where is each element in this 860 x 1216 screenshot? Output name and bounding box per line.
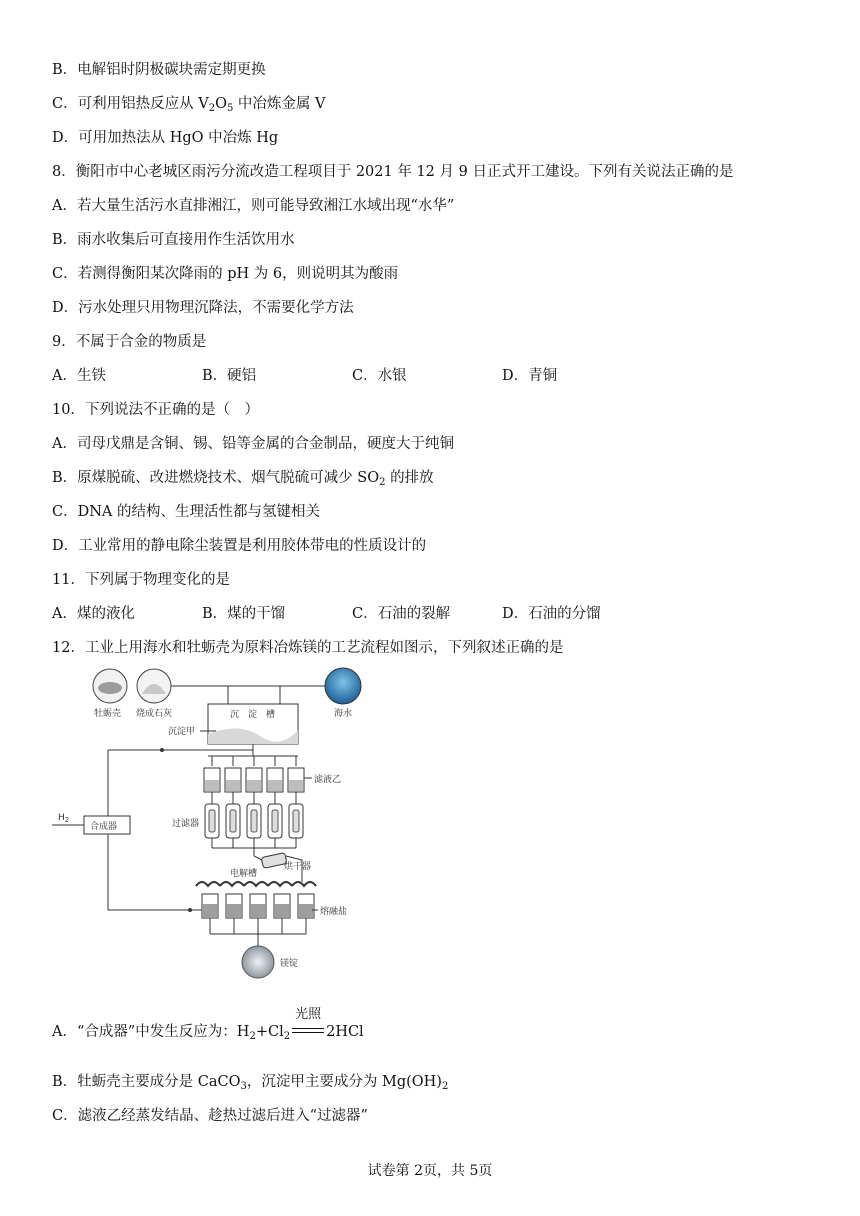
q8-stem: 8．衡阳市中心老城区雨污分流改造工程项目于 2021 年 12 月 9 日正式开工建设。下列有关说法正确的是 <box>52 164 734 180</box>
q12-b-sub1: 3 <box>240 1081 247 1092</box>
q12-a-mid: +Cl <box>255 1024 284 1040</box>
q12-stem: 12．工业上用海水和牡蛎壳为原料冶炼镁的工艺流程如图示，下列叙述正确的是 <box>52 640 564 656</box>
h2-label <box>58 813 69 824</box>
precipitate-label: 沉淀甲 <box>168 727 196 737</box>
q12-option-b <box>52 1072 448 1092</box>
q9-option-d: D．青铜 <box>502 368 558 384</box>
q7-c-sub1: 2 <box>208 103 216 114</box>
q10-stem: 10．下列说法不正确的是（ ） <box>52 402 259 418</box>
q7-c-text: C．可利用铝热反应从 V <box>52 96 209 112</box>
q7-option-b: B．电解铝时阴极碳块需定期更换 <box>52 62 266 78</box>
oyster-shell-shape <box>98 682 122 694</box>
q12-option-a <box>52 1007 364 1042</box>
h2-symbol: H <box>58 813 65 823</box>
electrolyzer-label: 电解槽 <box>230 869 258 879</box>
magnesium-ingot-image <box>242 946 274 978</box>
q11-option-d: D．石油的分馏 <box>502 606 601 622</box>
q9-option-a: A．生铁 <box>52 368 106 384</box>
synthesizer-label: 合成器 <box>90 822 118 832</box>
process-flow-svg <box>50 664 390 986</box>
q11-option-c: C．石油的裂解 <box>352 606 451 622</box>
q12-option-c: C．滤液乙经蒸发结晶、趁热过滤后进入“过滤器” <box>52 1108 368 1124</box>
q9-option-b: B．硬铝 <box>202 368 257 384</box>
dryer-label: 烘干器 <box>284 862 312 872</box>
seawater-image <box>325 668 361 704</box>
q8-option-c: C．若测得衡阳某次降雨的 pH 为 6，则说明其为酸雨 <box>52 266 399 282</box>
dryer-feed-bend <box>254 856 262 860</box>
reaction-condition <box>292 1007 324 1039</box>
q11-option-a: A．煤的液化 <box>52 606 135 622</box>
q7-c-sub2: 5 <box>226 103 234 114</box>
h2-subscript: 2 <box>64 816 70 824</box>
q7-c-mid: O <box>215 96 227 112</box>
top-arrow-dot <box>160 748 164 752</box>
filter-label: 过滤器 <box>172 819 200 829</box>
q8-option-d: D．污水处理只用物理沉降法，不需要化学方法 <box>52 300 354 316</box>
reaction-condition-label: 光照 <box>295 1007 322 1022</box>
page-footer: 试卷第 2页，共 5页 <box>367 1163 493 1179</box>
q11-stem: 11．下列属于物理变化的是 <box>52 572 230 588</box>
q10-option-b <box>52 468 434 488</box>
molten-salt-label: 熔融盐 <box>320 907 348 917</box>
q12-a-text: A．“合成器”中发生反应为：H <box>52 1024 250 1040</box>
q12-b-sub2: 2 <box>441 1081 449 1092</box>
q10-b-text: B．原煤脱硫、改进燃烧技术、烟气脱硫可减少 SO <box>52 470 380 486</box>
ingot-label: 镁锭 <box>280 959 299 969</box>
equals-bar-bottom <box>292 1032 324 1033</box>
seawater-label: 海水 <box>334 709 353 719</box>
q9-option-c: C．水银 <box>352 368 407 384</box>
q10-option-d: D．工业常用的静电除尘装置是利用胶体带电的性质设计的 <box>52 538 427 554</box>
q9-stem: 9．不属于合金的物质是 <box>52 334 207 350</box>
filtrate-label: 滤液乙 <box>314 775 342 785</box>
beaker-row <box>204 756 304 792</box>
q11-option-b: B．煤的干馏 <box>202 606 286 622</box>
q10-option-c: C．DNA 的结构、生理活性都与氢键相关 <box>52 504 320 520</box>
q8-option-a: A．若大量生活污水直排湘江，则可能导致湘江水域出现“水华” <box>52 198 455 214</box>
filter-row <box>205 792 303 848</box>
q8-option-b: B．雨水收集后可直接用作生活饮用水 <box>52 232 295 248</box>
q12-a-product: 2HCl <box>326 1024 364 1040</box>
q10-option-a: A．司母戊鼎是含铜、锡、铅等金属的合金制品，硬度大于纯铜 <box>52 436 454 452</box>
q12-a-sub1: 2 <box>249 1031 256 1042</box>
q7-option-d: D．可用加热法从 HgO 中冶炼 Hg <box>52 130 279 146</box>
q10-b-suffix: 的排放 <box>385 470 434 486</box>
equals-bar-top <box>292 1028 324 1029</box>
q12-b-mid: ，沉淀甲主要成分为 Mg(OH) <box>246 1074 442 1090</box>
q10-b-sub: 2 <box>379 477 386 488</box>
q7-c-suffix: 中冶炼金属 V <box>233 96 326 112</box>
tank-label: 沉 淀 槽 <box>230 710 276 720</box>
electrolytic-cell-row <box>196 882 316 934</box>
q7-option-c <box>52 94 326 114</box>
return-arrow-dot <box>188 908 192 912</box>
lime-label: 烧成石灰 <box>136 709 173 719</box>
q12-a-sub2: 2 <box>283 1031 291 1042</box>
oyster-label: 牡蛎壳 <box>94 709 122 719</box>
magnesium-process-diagram <box>50 664 390 986</box>
q12-b-text: B．牡蛎壳主要成分是 CaCO <box>52 1074 241 1090</box>
